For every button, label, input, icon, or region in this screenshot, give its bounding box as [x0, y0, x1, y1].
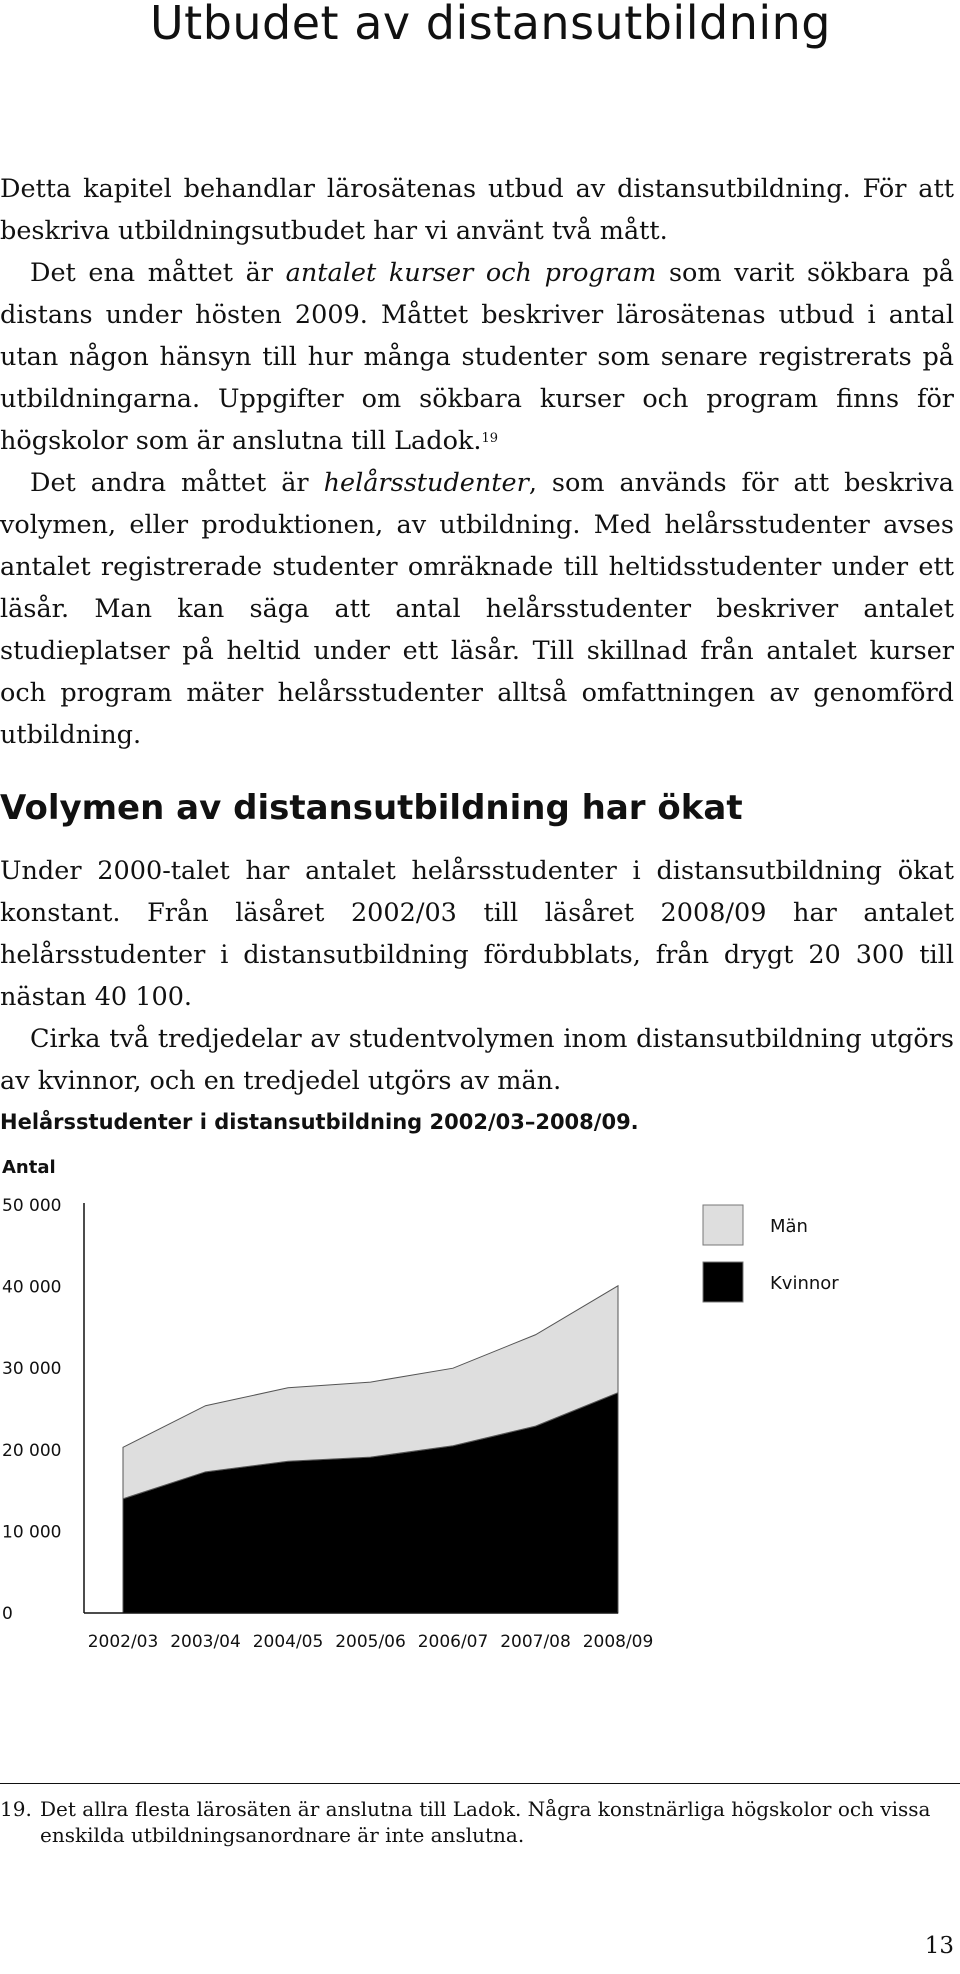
legend-swatch-kvinnor [703, 1262, 743, 1302]
intro-paragraph-1: Detta kapitel behandlar lärosätenas utbud av distansutbildning. För att beskriva utbildningsutbudet har vi använt två mått. [0, 174, 954, 246]
intro-paragraph-2-start: Det ena måttet är [30, 258, 286, 288]
y-tick-label: 10 000 [2, 1522, 62, 1543]
footnote-number: 19. [0, 1797, 32, 1821]
chart-title: Helårsstudenter i distansutbildning 2002/03–2008/09. [0, 1110, 639, 1134]
x-tick-label: 2005/06 [335, 1632, 406, 1652]
page-number: 13 [924, 1933, 954, 1959]
footnote-divider [0, 1783, 960, 1784]
emphasis-helarsstudenter: helårsstudenter [323, 468, 529, 498]
intro-paragraph-3 [0, 462, 954, 756]
legend-label-män: Män [770, 1216, 808, 1237]
intro-section [0, 168, 954, 756]
x-tick-label: 2002/03 [87, 1632, 159, 1652]
y-tick-label: 30 000 [2, 1359, 62, 1380]
legend-swatch-män [703, 1205, 743, 1245]
y-tick-label: 40 000 [2, 1277, 62, 1298]
x-tick-label: 2006/07 [417, 1632, 489, 1652]
x-tick-label: 2003/04 [170, 1632, 241, 1652]
legend-label-kvinnor: Kvinnor [770, 1273, 839, 1294]
intro-paragraph-2 [0, 252, 954, 462]
x-tick-label: 2007/08 [500, 1632, 571, 1652]
volume-paragraph-1: Under 2000-talet har antalet helårsstudenter i distansutbildning ökat konstant. Från läsåret 2002/03 till läsåret 2008/09 har antalet helårsstudenter i distansutbildning fördubblats, från drygt 20 300 till nästan 40 100. [0, 856, 954, 1012]
emphasis-kurser-program: antalet kurser och program [285, 258, 657, 288]
y-axis-label: Antal [2, 1157, 56, 1178]
intro-paragraph-3-end: , som används för att beskriva volymen, eller produktionen, av utbildning. Med helårsstudenter avses antalet registrerade studenter omräknade till heltidsstudenter under ett läsår. Man kan säga att antal helårsstudenter beskriver antalet studieplatser på heltid under ett läsår. Till skillnad från antalet kurser och program mäter helårsstudenter alltså omfattningen av genomförd utbildning. [0, 468, 955, 750]
intro-paragraph-3-start: Det andra måttet är [30, 468, 324, 498]
page-title: Utbudet av distansutbildning [150, 0, 831, 50]
footnote-19 [0, 1796, 954, 1848]
intro-paragraph-2-end: som varit sökbara på distans under hösten 2009. Måttet beskriver lärosätenas utbud i antal utan någon hänsyn till hur många studenter som senare registrerats på utbildningarna. Uppgifter om sökbara kurser och program finns för högskolor som är anslutna till Ladok. [0, 258, 954, 456]
area-chart [0, 1150, 960, 1670]
footnote-reference[interactable]: 19 [481, 431, 499, 446]
y-tick-label: 0 [2, 1604, 13, 1624]
y-tick-label: 20 000 [2, 1440, 62, 1461]
volume-paragraph-2: Cirka två tredjedelar av studentvolymen inom distansutbildning utgörs av kvinnor, och en tredjedel utgörs av män. [0, 1024, 954, 1096]
volume-section [0, 850, 954, 1102]
x-tick-label: 2008/09 [582, 1632, 654, 1652]
footnote-text: Det allra flesta lärosäten är anslutna till Ladok. Några konstnärliga högskolor och vissa enskilda utbildningsanordnare är inte anslutna. [40, 1797, 931, 1847]
y-tick-label: 50 000 [2, 1196, 62, 1216]
x-tick-label: 2004/05 [252, 1632, 324, 1652]
section-heading: Volymen av distansutbildning har ökat [0, 788, 743, 828]
